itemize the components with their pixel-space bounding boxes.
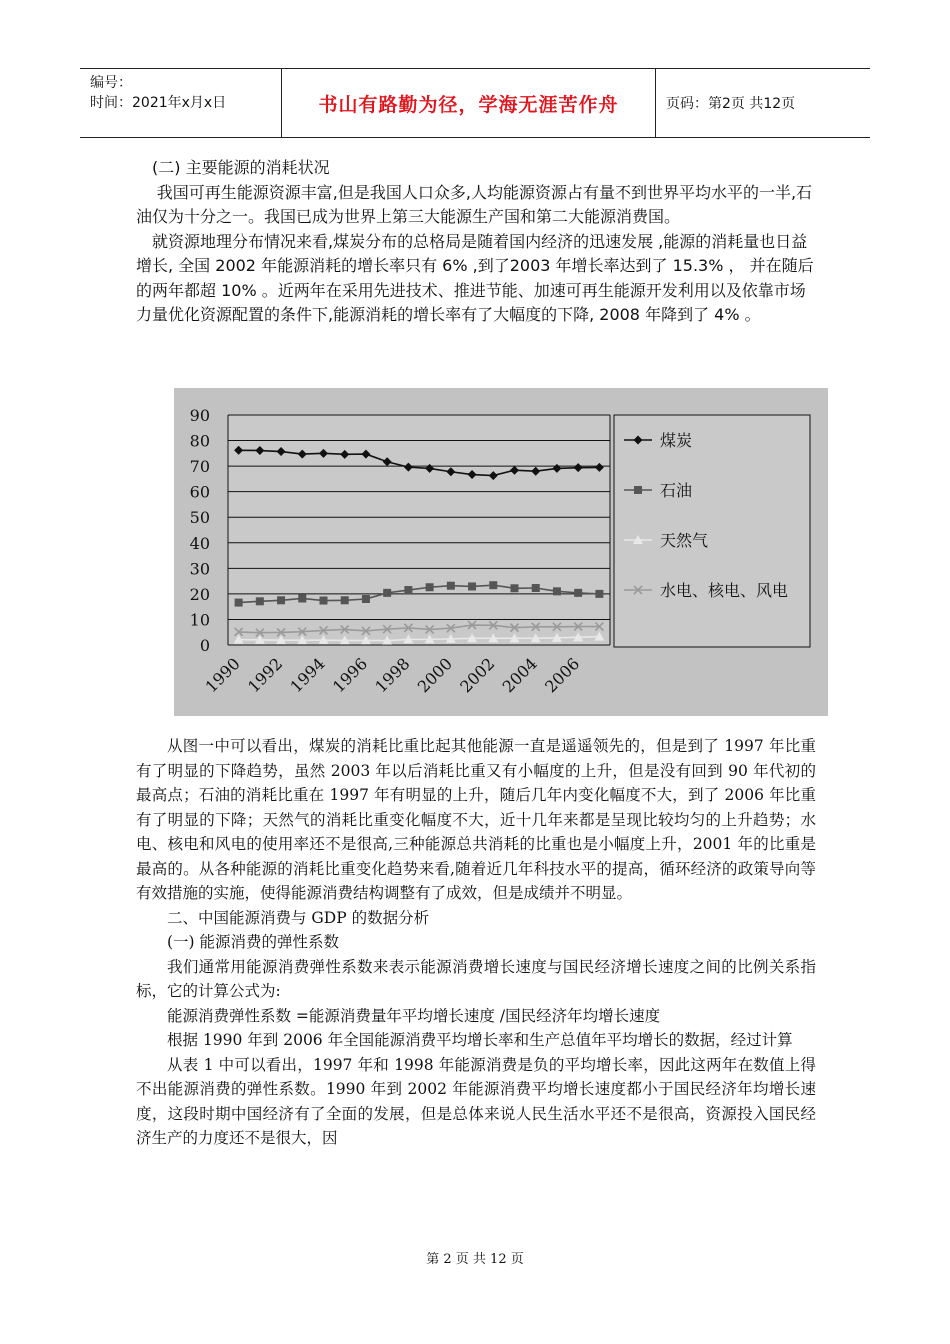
x-tick-label: 1998	[371, 654, 414, 697]
data-point	[426, 583, 434, 591]
chart-svg	[174, 388, 828, 716]
x-tick-label: 2000	[413, 654, 457, 697]
paragraph: 从表 1 中可以看出，1997 年和 1998 年能源消费是负的平均增长率，因此这两年在数值上得不出能源消费的弹性系数。1990 年到 2002 年能源消费平均增长速度都小于国民经济年均增长速度，这段时期中国经济有了全面的发展，但是总体来说人民生活水平还不是很高，资源投入国民经济生产的力度还不是很大，因	[136, 1055, 816, 1147]
paragraph: 就资源地理分布情况来看,煤炭分布的总格局是随着国内经济的迅速发展 ,能源的消耗量也日益增长, 全国 2002 年能源消耗的增长率只有 6% ,到了2003 年增长率达到了 15.3% ， 并在随后的两年都超 10% 。近两年在采用先进技术、推进节能、加速可再生能源开发利用以及依靠市场力量优化资源配置的条件下,能源消耗的增长率有了大幅度的下降, 2008 年降到了 4% 。	[136, 231, 814, 324]
section-analysis	[136, 734, 816, 1151]
legend-label: 水电、核电、风电	[660, 581, 789, 600]
data-point	[256, 597, 264, 605]
paragraph: 根据 1990 年到 2006 年全国能源消费平均增长率和生产总值年平均增长的数据，经过计算	[167, 1031, 793, 1049]
data-point	[468, 582, 476, 590]
section-energy-consumption	[136, 156, 816, 328]
section-heading: 二、中国能源消费与 GDP 的数据分析	[167, 908, 430, 927]
legend-box	[614, 415, 810, 647]
data-point	[511, 584, 519, 592]
data-point	[320, 597, 328, 605]
y-tick-label: 50	[189, 508, 210, 528]
x-tick-label: 1996	[328, 654, 372, 697]
data-point	[447, 582, 455, 590]
data-point	[235, 599, 243, 607]
paragraph: 我们通常用能源消费弹性系数来表示能源消费增长速度与国民经济增长速度之间的比例关系指标，它的计算公式为:	[136, 957, 816, 1000]
y-tick-label: 20	[189, 584, 210, 604]
y-tick-label: 30	[189, 559, 210, 579]
number-label: 编号：	[90, 75, 132, 91]
legend-label: 石油	[660, 481, 693, 500]
y-tick-label: 80	[189, 431, 210, 451]
formula: 能源消费弹性系数 =能源消费量年平均增长速度 /国民经济年均增长速度	[167, 1006, 661, 1025]
legend-label: 天然气	[660, 531, 709, 550]
y-tick-label: 60	[189, 482, 210, 502]
y-tick-label: 10	[189, 610, 210, 630]
x-tick-label: 2004	[498, 654, 541, 697]
data-point	[574, 589, 582, 597]
y-tick-label: 90	[189, 406, 210, 425]
x-tick-label: 1990	[201, 654, 244, 697]
page-footer: 第 2 页 共 12 页	[426, 1252, 524, 1267]
data-point	[383, 589, 391, 597]
x-tick-label: 1994	[286, 654, 329, 697]
y-tick-label: 0	[199, 636, 210, 655]
paragraph: 从图一中可以看出，煤炭的消耗比重比起其他能源一直是遥遥领先的，但是到了 1997 年比重有了明显的下降趋势，虽然 2003 年以后消耗比重又有小幅度的上升，但是没有回到 90 年代初的最高点；石油的消耗比重在 1997 年有明显的上升，随后几年内变化幅度不大，到了 2006 年比重有了明显的下降；天然气的消耗比重变化幅度不大，近十几年来都是呈现比较均匀的上升趋势；水电、核电和风电的使用率还不是很高,三种能源总共消耗的比重也是小幅度上升，2001 年的比重是最高的。从各种能源的消耗比重变化趋势来看,随着近几年科技水平的提高，循环经济的政策导向等有效措施的实施，使得能源消费结构调整有了成效，但是成绩并不明显。	[136, 737, 816, 902]
legend-label: 煤炭	[660, 431, 693, 450]
date-label: 时间：2021年x月x日	[90, 95, 227, 111]
data-point	[277, 596, 285, 604]
data-point	[404, 586, 412, 594]
data-point	[553, 587, 561, 595]
x-tick-label: 1992	[243, 654, 287, 697]
y-tick-label: 40	[189, 533, 210, 553]
data-point	[532, 584, 540, 592]
section-heading: (二) 主要能源的消耗状况	[152, 158, 330, 177]
document-header	[80, 68, 870, 138]
data-point	[489, 581, 497, 589]
header-motto: 书山有路勤为径，学海无涯苦作舟	[282, 69, 656, 137]
plot-area	[228, 415, 610, 645]
data-point	[341, 596, 349, 604]
paragraph: 我国可再生能源资源丰富,但是我国人口众多,人均能源资源占有量不到世界平均水平的一半,石油仅为十分之一。我国已成为世界上第三大能源生产国和第二大能源消费国。	[136, 182, 813, 226]
energy-share-chart	[174, 388, 828, 716]
data-point	[362, 595, 370, 603]
legend-swatch-marker	[634, 486, 642, 494]
subsection-heading: (一) 能源消费的弹性系数	[167, 933, 340, 951]
x-tick-label: 2002	[456, 654, 499, 697]
data-point	[298, 594, 306, 602]
y-tick-label: 70	[189, 457, 210, 477]
header-meta-cell	[80, 69, 282, 137]
x-tick-label: 2006	[541, 654, 584, 697]
header-page-label: 页码：第2页 共12页	[666, 96, 796, 112]
data-point	[595, 590, 603, 598]
